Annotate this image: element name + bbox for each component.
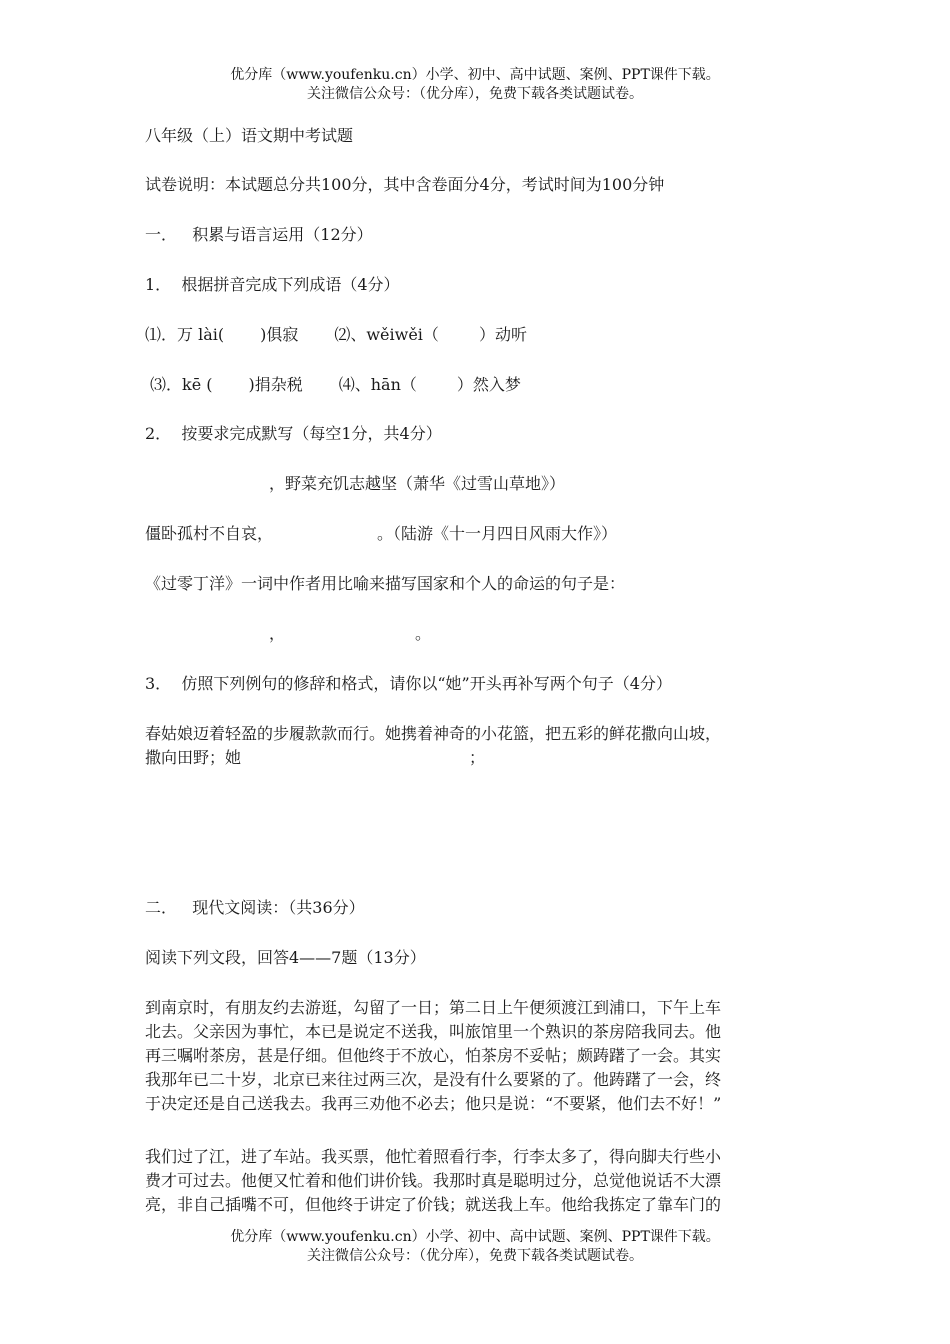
- reading-intro: 阅读下列文段，回答4——7题（13分）: [145, 948, 426, 967]
- idiom-3-end: )捐杂税: [248, 375, 303, 394]
- recitation-line-2: [145, 522, 810, 546]
- idiom-1-start: ⑴．万 lài(: [145, 325, 225, 344]
- paragraph-1-line: 再三嘱咐茶房，甚是仔细。但他终于不放心，怕茶房不妥帖；颇踌躇了一会。其实: [145, 1046, 722, 1065]
- page-header: [0, 66, 950, 104]
- question-3-example-line-2: [145, 746, 810, 770]
- recitation-text-2b: 。（陆游《十一月四日风雨大作》）: [377, 524, 618, 543]
- recitation-text-1: ，野菜充饥志越坚（萧华《过雪山草地》）: [269, 474, 566, 493]
- paragraph-1-line: 到南京时，有朋友约去游逛，勾留了一日；第二日上午便须渡江到浦口，下午上车: [145, 998, 722, 1017]
- idiom-4-start: ⑷、hān（: [338, 375, 417, 394]
- header-line-2: 关注微信公众号：（优分库），免费下载各类试题试卷。: [307, 86, 643, 102]
- question-1-row-2: [150, 373, 815, 397]
- paragraph-1-line: 北去。父亲因为事忙，本已是说定不送我，叫旅馆里一个熟识的茶房陪我同去。他: [145, 1022, 722, 1041]
- question-3-prompt: 3． 仿照下列例句的修辞和格式，请你以“她”开头再补写两个句子（4分）: [145, 674, 672, 693]
- idiom-3-start: ⑶．kē (: [150, 375, 213, 394]
- example-semicolon: ；: [469, 748, 486, 767]
- idiom-4-end: ）然入梦: [456, 375, 521, 394]
- recitation-comma: ，: [269, 624, 286, 643]
- question-3-example-line-1: 春姑娘迈着轻盈的步履款款而行。她携着神奇的小花篮，把五彩的鲜花撒向山坡，: [145, 724, 722, 743]
- paragraph-2-line: 费才可过去。他便又忙着和他们讲价钱。我那时真是聪明过分，总觉他说话不大漂: [145, 1171, 722, 1190]
- exam-instructions: 试卷说明：本试题总分共100分，其中含卷面分4分，考试时间为100分钟: [145, 175, 665, 194]
- header-line-1: 优分库（www.youfenku.cn）小学、初中、高中试题、案例、PPT课件下载。: [230, 67, 720, 83]
- idiom-2-start: ⑵、wěiwěi（: [334, 325, 439, 344]
- recitation-text-2a: 僵卧孤村不自哀，: [145, 524, 274, 543]
- recitation-line-3: 《过零丁洋》一词中作者用比喻来描写国家和个人的命运的句子是：: [145, 574, 626, 593]
- recitation-period: 。: [415, 624, 432, 643]
- paragraph-2-line: 我们过了江，进了车站。我买票，他忙着照看行李，行李太多了，得向脚夫行些小: [145, 1147, 722, 1166]
- footer-line-1: 优分库（www.youfenku.cn）小学、初中、高中试题、案例、PPT课件下载。: [230, 1229, 720, 1245]
- footer-line-2: 关注微信公众号：（优分库），免费下载各类试题试卷。: [307, 1248, 643, 1264]
- reading-paragraph-1: [145, 996, 807, 1116]
- paragraph-2-line: 亮，非自己插嘴不可，但他终于讲定了价钱；就送我上车。他给我拣定了靠车门的: [145, 1195, 722, 1214]
- page-footer: [0, 1228, 950, 1266]
- question-2-prompt: 2． 按要求完成默写（每空1分，共4分）: [145, 424, 442, 443]
- recitation-line-4: [145, 622, 810, 646]
- question-1-row-1: [145, 323, 810, 347]
- idiom-2-end: ）动听: [478, 325, 527, 344]
- section-2-heading: 二． 现代文阅读：（共36分）: [145, 898, 365, 917]
- section-1-heading: 一． 积累与语言运用（12分）: [145, 225, 373, 244]
- example-text: 撒向田野；她: [145, 748, 242, 767]
- question-1-prompt: 1． 根据拼音完成下列成语（4分）: [145, 275, 400, 294]
- exam-title: 八年级（上）语文期中考试题: [145, 126, 354, 145]
- paragraph-1-line: 我那年已二十岁，北京已来往过两三次，是没有什么要紧的了。他踌躇了一会，终: [145, 1070, 722, 1089]
- idiom-1-end: )俱寂: [260, 325, 299, 344]
- reading-paragraph-2: [145, 1145, 807, 1217]
- recitation-line-1: [145, 472, 810, 496]
- paragraph-1-line: 于决定还是自己送我去。我再三劝他不必去；他只是说：“不要紧，他们去不好！”: [145, 1094, 722, 1113]
